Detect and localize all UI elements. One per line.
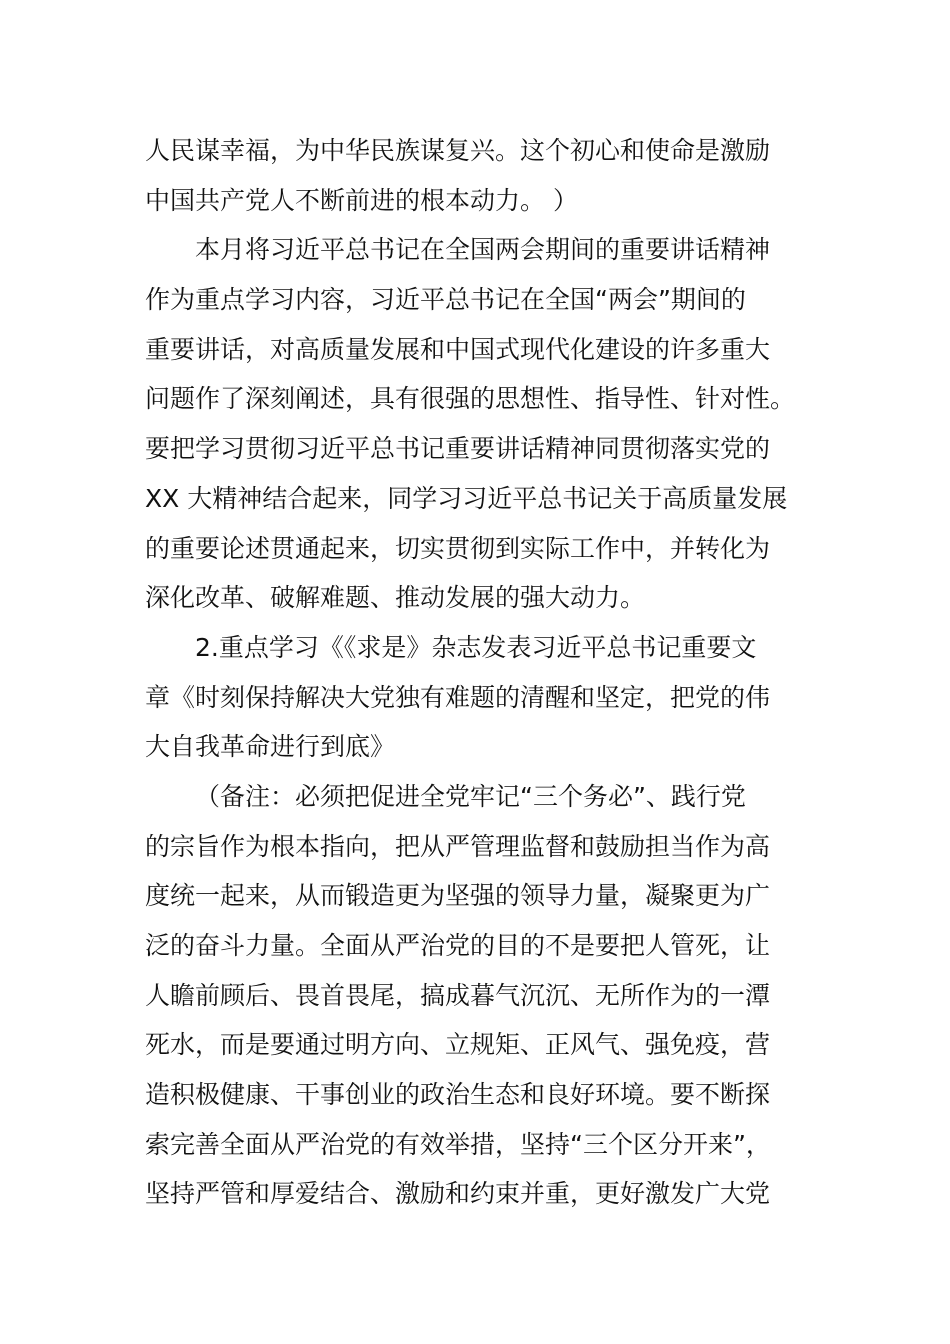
text-line: 度统一起来，从而锻造更为坚强的领导力量，凝聚更为广: [145, 881, 771, 911]
text-line: 造积极健康、干事创业的政治生态和良好环境。要不断探: [145, 1080, 771, 1110]
text-line: 重要讲话，对高质量发展和中国式现代化建设的许多重大: [145, 334, 771, 364]
text-line: 人民谋幸福，为中华民族谋复兴。这个初心和使命是激励: [145, 136, 771, 165]
text-line: 坚持严管和厚爱结合、激励和约束并重，更好激发广大党: [145, 1179, 771, 1209]
text-line: 深化改革、破解难题、推动发展的强大动力。: [145, 583, 646, 613]
text-line: 要把学习贯彻习近平总书记重要讲话精神同贯彻落实党的: [145, 434, 771, 464]
text-line: （备注：必须把促进全党牢记“三个务必”、践行党: [195, 781, 746, 811]
body-text: [145, 126, 805, 1219]
text-line: 章《时刻保持解决大党独有难题的清醒和坚定，把党的伟: [145, 682, 771, 712]
text-line: 人瞻前顾后、畏首畏尾，搞成暮气沉沉、无所作为的一潭: [145, 980, 771, 1010]
text-line: 死水，而是要通过明方向、立规矩、正风气、强免疫，营: [145, 1030, 771, 1060]
text-line: 泛的奋斗力量。全面从严治党的目的不是要把人管死，让: [145, 931, 771, 960]
text-line: 大自我革命进行到底》: [145, 732, 396, 762]
text-line: 2.重点学习《《求是》杂志发表习近平总书记重要文: [195, 632, 757, 662]
text-line: 的宗旨作为根本指向，把从严管理监督和鼓励担当作为高: [145, 831, 771, 861]
text-line: 索完善全面从严治党的有效举措，坚持“三个区分开来”，: [145, 1129, 771, 1159]
text-line: XX 大精神结合起来，同学习习近平总书记关于高质量发展: [145, 483, 788, 513]
text-line: 作为重点学习内容，习近平总书记在全国“两会”期间的: [145, 285, 746, 315]
text-line: 的重要论述贯通起来，切实贯彻到实际工作中，并转化为: [145, 533, 771, 563]
text-line: 问题作了深刻阐述，具有很强的思想性、指导性、针对性。: [145, 384, 796, 414]
text-line: 中国共产党人不断前进的根本动力。 ）: [145, 185, 578, 215]
text-line: 本月将习近平总书记在全国两会期间的重要讲话精神: [195, 235, 771, 265]
